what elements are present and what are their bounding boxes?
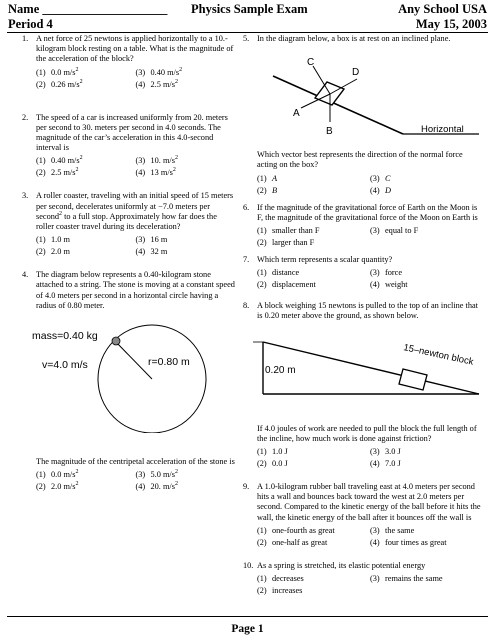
choice-1[interactable]: (1) 1.0 m xyxy=(36,235,70,245)
vector-b-label: B xyxy=(326,126,333,138)
question-number: 7. xyxy=(243,255,250,265)
question-5-followup xyxy=(243,150,483,196)
question-number: 6. xyxy=(243,202,250,212)
incline-surface xyxy=(273,76,403,134)
choice-4[interactable]: (4) 20. $m/s^2$ xyxy=(135,481,178,492)
page-number: Page 1 xyxy=(231,623,264,635)
choice-1[interactable]: (1) smaller than F xyxy=(257,226,320,236)
choice-4[interactable]: (4) D xyxy=(370,185,391,195)
height-label: 0.20 m xyxy=(265,364,296,376)
choice-3[interactable]: (3) 10. $m/s^2$ xyxy=(135,155,178,166)
choice-1[interactable]: (1) A xyxy=(257,173,278,183)
answer-choices xyxy=(36,67,235,91)
answer-choices xyxy=(257,573,483,597)
choice-3[interactable]: (3) 3.0 J xyxy=(370,447,401,457)
question-text: If the magnitude of the gravitational force of Earth on the Moon is F, the magnitude of the gravitational force of the Moon on Earth is xyxy=(257,202,478,222)
choice-2[interactable]: (2) 2.0 m xyxy=(36,247,70,257)
answer-choices xyxy=(257,525,483,549)
answer-choices xyxy=(36,234,235,258)
question-text: The diagram below represents a 0.40-kilogram stone attached to a string. The stone is moving at a constant speed of 4.0 meters per second in a horizontal circle having a radius of 0.80 meter. xyxy=(36,270,235,310)
horizontal-label: Horizontal xyxy=(421,124,464,136)
block-on-incline xyxy=(399,369,427,390)
question-text: A roller coaster, traveling with an initial speed of 15 meters per second, decelerates uniformly at −7.0 meters per second$^2$ to a full stop. Approximately how far does the roller coaster travel during its deceleration? xyxy=(36,191,234,232)
question-1 xyxy=(22,34,235,91)
choice-2[interactable]: (2) 2.5 $m/s^2$ xyxy=(36,167,79,178)
question-number: 3. xyxy=(22,191,29,201)
string-radius-line xyxy=(115,341,152,379)
choice-4[interactable]: (4) four times as great xyxy=(370,537,447,547)
question-text: As a spring is stretched, its elastic potential energy xyxy=(257,560,426,570)
choice-2[interactable]: (2) 2.0 $m/s^2$ xyxy=(36,481,79,492)
right-column xyxy=(243,34,483,597)
choice-3[interactable]: (3) force xyxy=(370,268,403,278)
choice-2[interactable]: (2) displacement xyxy=(257,280,316,290)
left-column xyxy=(22,34,235,493)
exam-title: Physics Sample Exam xyxy=(191,2,308,16)
stone-icon xyxy=(112,337,120,345)
question-number: 10. xyxy=(243,560,254,570)
question-number: 5. xyxy=(243,34,250,43)
question-5 xyxy=(243,34,483,44)
question-text: A net force of 25 newtons is applied horizontally to a 10.-kilogram block resting on a table. What is the magnitude of the acceleration of the block? xyxy=(36,34,234,64)
question-text: In the diagram below, a box is at rest on an inclined plane. xyxy=(257,34,451,43)
choice-1[interactable]: (1) 0.0 $m/s^2$ xyxy=(36,66,79,77)
school-name: Any School USA xyxy=(398,2,487,16)
incline-block-diagram xyxy=(253,328,489,398)
choice-2[interactable]: (2) 0.0 J xyxy=(257,459,288,469)
choice-4[interactable]: (4) 32 m xyxy=(135,247,168,257)
name-field-label: Name ____________________ xyxy=(8,2,168,16)
choice-3[interactable]: (3) the same xyxy=(370,525,415,535)
vector-a-label: A xyxy=(293,108,300,120)
question-number: 8. xyxy=(243,301,250,311)
question-text: A block weighing 15 newtons is pulled to the top of an incline that is 0.20 meter above the ground, as shown below. xyxy=(257,301,478,321)
answer-choices xyxy=(257,225,483,249)
answer-choices xyxy=(36,469,235,493)
choice-4[interactable]: (4) 2.5 $m/s^2$ xyxy=(135,78,178,89)
period-label: Period 4 xyxy=(8,17,53,31)
answer-choices xyxy=(257,446,483,470)
question-text: Which term represents a scalar quantity? xyxy=(257,255,393,265)
question-10 xyxy=(243,561,483,597)
exam-date: May 15, 2003 xyxy=(415,17,487,31)
choice-3[interactable]: (3) 16 m xyxy=(135,235,168,245)
choice-1[interactable]: (1) distance xyxy=(257,268,300,278)
choice-3[interactable]: (3) C xyxy=(370,173,391,183)
inclined-plane-vectors-diagram xyxy=(253,48,483,140)
choice-1[interactable]: (1) 1.0 J xyxy=(257,447,288,457)
header-rule xyxy=(7,32,488,33)
choice-2[interactable]: (2) larger than F xyxy=(257,238,315,248)
question-text: The magnitude of the centripetal acceleration of the stone is xyxy=(36,457,235,467)
question-number: 9. xyxy=(243,482,250,492)
choice-4[interactable]: (4) weight xyxy=(370,280,408,290)
answer-choices xyxy=(36,155,235,179)
block-weight-label: 15–newton block xyxy=(402,341,475,368)
mass-label: mass=0.40 kg xyxy=(32,330,98,343)
question-9 xyxy=(243,482,483,549)
choice-2[interactable]: (2) B xyxy=(257,185,278,195)
choice-2[interactable]: (2) increases xyxy=(257,586,303,596)
choice-3[interactable]: (3) equal to F xyxy=(370,226,419,236)
choice-1[interactable]: (1) one-fourth as great xyxy=(257,525,335,535)
circular-motion-diagram xyxy=(20,321,236,433)
choice-4[interactable]: (4) 7.0 J xyxy=(370,459,401,469)
choice-1[interactable]: (1) decreases xyxy=(257,574,304,584)
choice-3[interactable]: (3) 0.40 $m/s^2$ xyxy=(135,66,183,77)
question-text: If 4.0 joules of work are needed to pull the block the full length of the incline, how much work is done against friction? xyxy=(257,423,477,443)
vector-c-label: C xyxy=(307,57,315,69)
radius-label: r=0.80 m xyxy=(148,356,190,369)
question-4-followup xyxy=(22,457,235,493)
question-3 xyxy=(22,191,235,258)
choice-3[interactable]: (3) 5.0 $m/s^2$ xyxy=(135,469,178,480)
question-8 xyxy=(243,301,483,321)
choice-1[interactable]: (1) 0.40 $m/s^2$ xyxy=(36,155,83,166)
question-number: 4. xyxy=(22,270,29,280)
choice-1[interactable]: (1) 0.0 $m/s^2$ xyxy=(36,469,79,480)
question-7 xyxy=(243,255,483,291)
question-text: The speed of a car is increased uniformly from 20. meters per second to 30. meters per second in 4.0 seconds. The magnitude of the car’s acceleration in this 4.0-second interval is xyxy=(36,112,228,153)
question-number: 1. xyxy=(22,34,29,43)
question-text: Which vector best represents the direction of the normal force acting on the box? xyxy=(257,150,463,170)
question-8-followup xyxy=(243,424,483,470)
answer-choices xyxy=(257,267,483,291)
question-4 xyxy=(22,270,235,311)
question-text: A 1.0-kilogram rubber ball traveling east at 4.0 meters per second hits a wall and bounces back toward the west at 2.0 meters per second. Compared to the kinetic energy of the ball before it hits the wall, the kinetic energy of the ball after it bounces off the wall is xyxy=(257,482,481,522)
speed-label: v=4.0 m/s xyxy=(42,359,88,372)
choice-2[interactable]: (2) 0.26 $m/s^2$ xyxy=(36,78,83,89)
footer-rule xyxy=(7,616,488,617)
choice-4[interactable]: (4) 13 $m/s^2$ xyxy=(135,167,176,178)
question-number: 2. xyxy=(22,112,29,122)
answer-choices xyxy=(257,173,483,197)
choice-2[interactable]: (2) one-half as great xyxy=(257,537,328,547)
vector-d-label: D xyxy=(352,67,360,79)
question-6 xyxy=(243,203,483,249)
question-2 xyxy=(22,113,235,180)
choice-3[interactable]: (3) remains the same xyxy=(370,574,443,584)
